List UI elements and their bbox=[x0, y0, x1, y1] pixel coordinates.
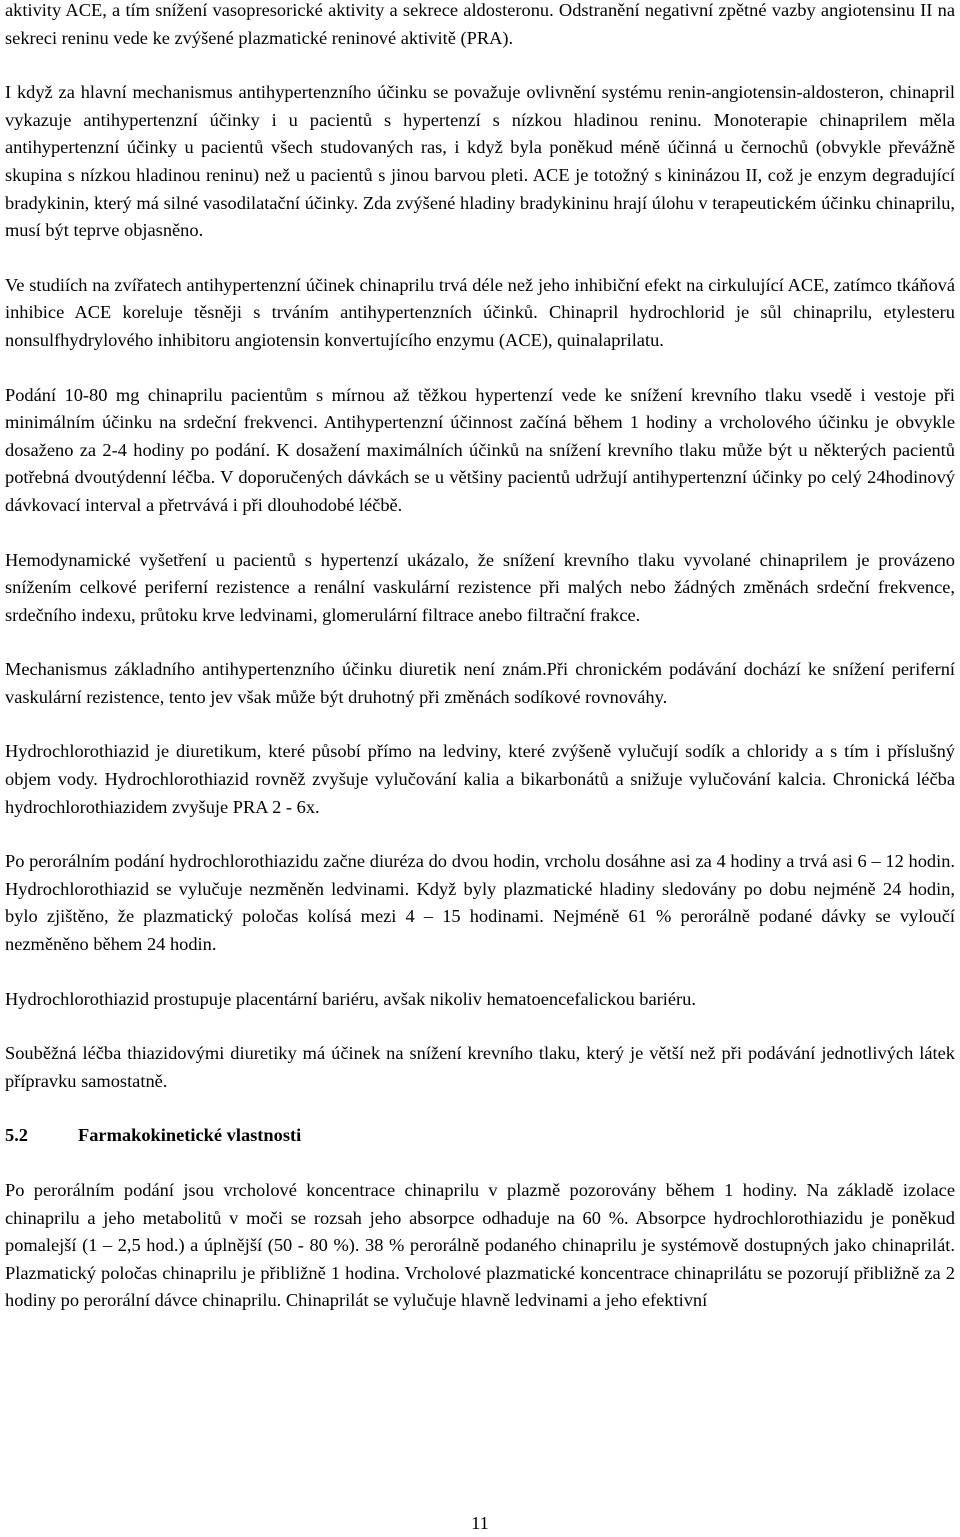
paragraph-diuresis: Po perorálním podání hydrochlorothiazidu začne diuréza do dvou hodin, vrcholu dosáhne asi za 4 hodiny a trvá asi 6 – 12 hodin. Hydrochlorothiazid se vylučuje nezměněn ledvinami. Když byly plazmatické hladiny sledovány po dobu nejméně 24 hodin, bylo zjištěno, že plazmatický poločas kolísá mezi 4 – 15 hodinami. Nejméně 61 % perorálně podané dávky se vyloučí nezměněno během 24 hodin. bbox=[5, 851, 955, 955]
paragraph-dosing: Podání 10-80 mg chinaprilu pacientům s mírnou až těžkou hypertenzí vede ke snížení krevního tlaku vsedě i vestoje při minimálním účinku na srdeční frekvenci. Antihypertenzní účinnost začíná během 1 hodiny a vrcholového účinku je obvykle dosaženo za 2-4 hodiny po podání. K dosažení maximálních účinků na snížení krevního tlaku může být u některých pacientů potřebná dvoutýdenní léčba. V doporučených dávkách se u většiny pacientů udržují antihypertenzní účinky po celý 24hodinový dávkovací interval a přetrvává i při dlouhodobé léčbě. bbox=[5, 384, 955, 515]
paragraph-hemodynamics: Hemodynamické vyšetření u pacientů s hypertenzí ukázalo, že snížení krevního tlaku vyvolané chinaprilem je provázeno snížením celkové periferní rezistence a renální vaskulární rezistence při malých nebo žádných změnách srdeční frekvence, srdečního indexu, průtoku krve ledvinami, glomerulární filtrace anebo filtrační frakce. bbox=[5, 549, 955, 625]
paragraph-combination: Souběžná léčba thiazidovými diuretiky má účinek na snížení krevního tlaku, který je větší než při podávání jednotlivých látek přípravku samostatně. bbox=[5, 1043, 955, 1091]
paragraph-hydrochlorothiazide: Hydrochlorothiazid je diuretikum, které působí přímo na ledviny, které zvýšeně vylučují sodík a chloridy a s tím i příslušný objem vody. Hydrochlorothiazid rovněž zvyšuje vylučování kalia a bikarbonátů a snižuje vylučování kalcia. Chronická léčba hydrochlorothiazidem zvyšuje PRA 2 - 6x. bbox=[5, 741, 955, 817]
paragraph-diuretics-mechanism: Mechanismus základního antihypertenzního účinku diuretik není znám.Při chronickém podávání dochází ke snížení periferní vaskulární rezistence, tento jev však může být druhotný při změnách sodíkové rovnováhy. bbox=[5, 659, 955, 707]
paragraph-animal-studies: Ve studiích na zvířatech antihypertenzní účinek chinaprilu trvá déle než jeho inhibiční efekt na cirkulující ACE, zatímco tkáňová inhibice ACE koreluje těsněji s trváním antihypertenzních účinků. Chinapril hydrochlorid je sůl chinaprilu, etylesteru nonsulfhydrylového inhibitoru angiotensin konvertujícího enzymu (ACE), quinalaprilatu. bbox=[5, 274, 955, 350]
section-title: Farmakokinetické vlastnosti bbox=[78, 1125, 302, 1146]
paragraph-pharmacokinetics: Po perorálním podání jsou vrcholové koncentrace chinaprilu v plazmě pozorovány během 1 hodiny. Na základě izolace chinaprilu a jeho metabolitů v moči se rozsah jeho absorpce odhaduje na 60 %. Absorpce hydrochlorothiazidu je poněkud pomalejší (1 – 2,5 hod.) a úplnější (50 - 80 %). 38 % perorálně podaného chinaprilu je systémově dostupných jako chinaprilát. Plazmatický poločas chinaprilu je přibližně 1 hodina. Vrcholové plazmatické koncentrace chinaprilátu se pozorují přibližně za 2 hodiny po perorální dávce chinaprilu. Chinaprilát se vylučuje hlavně ledvinami a jeho efektivní bbox=[5, 1180, 955, 1311]
section-heading bbox=[5, 1122, 955, 1150]
page-number: 11 bbox=[471, 1513, 489, 1533]
document-page bbox=[5, 0, 955, 1315]
paragraph-pra: aktivity ACE, a tím snížení vasopresorické aktivity a sekrece aldosteronu. Odstranění negativní zpětné vazby angiotensinu II na sekreci reninu vede ke zvýšené plazmatické reninové aktivitě (PRA). bbox=[5, 0, 955, 48]
section-number: 5.2 bbox=[5, 1125, 28, 1146]
paragraph-mechanism: I když za hlavní mechanismus antihypertenzního účinku se považuje ovlivnění systému renin-angiotensin-aldosteron, chinapril vykazuje antihypertenzní účinky i u pacientů s hypertenzí s nízkou hladinou reninu. Monoterapie chinaprilem měla antihypertenzní účinky u pacientů všech studovaných ras, i když byla poněkud méně účinná u černochů (obvykle převážně skupina s nízkou hladinou reninu) než u pacientů s jinou barvou pleti. ACE je totožný s kininázou II, což je enzym degradující bradykinin, který má silné vasodilatační účinky. Zda zvýšené hladiny bradykininu hrají úlohu v terapeutickém účinku chinaprilu, musí být teprve objasněno. bbox=[5, 82, 955, 241]
paragraph-placenta: Hydrochlorothiazid prostupuje placentární bariéru, avšak nikoliv hematoencefalickou bariéru. bbox=[5, 988, 696, 1009]
